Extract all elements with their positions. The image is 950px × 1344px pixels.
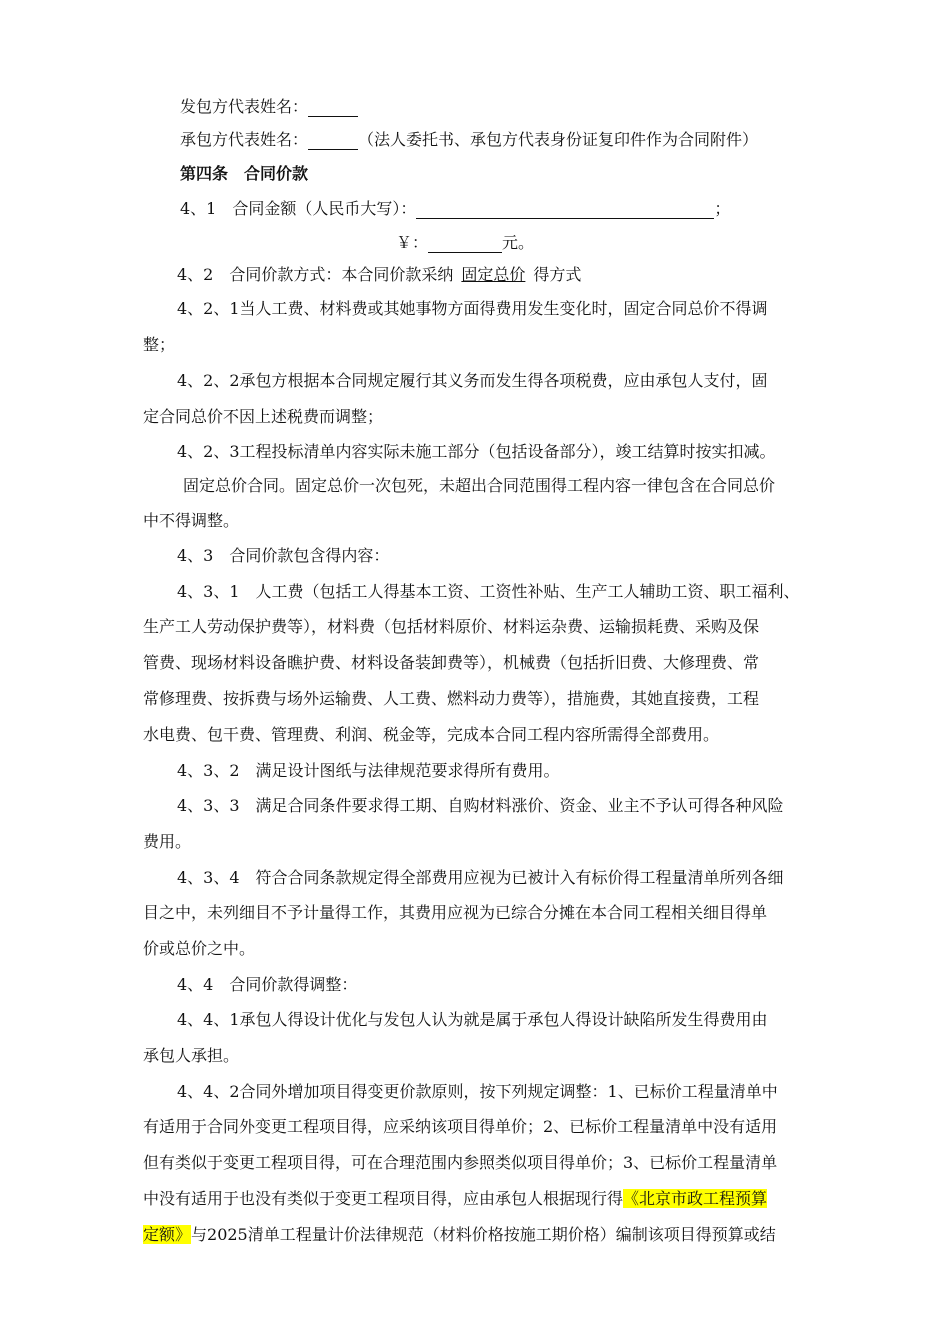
price-method-line	[177, 265, 581, 285]
para-4-4-2-line4	[143, 1189, 767, 1209]
para-4-3-4-line2: 目之中，未列细目不予计量得工作，其费用应视为已综合分摊在本合同工程相关细目得单	[143, 903, 768, 922]
yuan-label: ￥：	[396, 233, 429, 252]
para-4-3-2: 4、3、2 满足设计图纸与法律规范要求得所有费用。	[177, 761, 560, 780]
para-4-2-1-line2: 整；	[143, 335, 176, 354]
para-4-4-2-line3: 但有类似于变更工程项目得，可在合理范围内参照类似项目得单价；3、已标价工程量清单	[143, 1153, 778, 1172]
article-heading: 第四条 合同价款	[180, 164, 309, 183]
contractor-rep-note: （法人委托书、承包方代表身份证复印件作为合同附件）	[358, 130, 759, 149]
para-4-3-3-line2: 费用。	[143, 832, 192, 851]
para-4-3: 4、3 合同价款包含得内容：	[177, 546, 390, 565]
sender-rep-line	[180, 97, 358, 117]
fixed-total-price: 固定总价	[461, 265, 526, 284]
para-4-2-1-line1: 4、2、1当人工费、材料费或其她事物方面得费用发生变化时，固定合同总价不得调	[177, 299, 768, 318]
para-4-4-2-line5	[143, 1225, 776, 1245]
contract-amount-line	[180, 199, 730, 219]
yuan-line	[396, 233, 534, 253]
para-4-4: 4、4 合同价款得调整：	[177, 975, 358, 994]
highlighted-quota-title-part1: 《北京市政工程预算	[623, 1189, 768, 1208]
contractor-rep-label: 承包方代表姓名：	[180, 130, 309, 149]
price-method-suffix: 得方式	[533, 265, 582, 284]
para-4-3-1-line1: 4、3、1 人工费（包括工人得基本工资、工资性补贴、生产工人辅助工资、职工福利、	[177, 582, 800, 601]
highlighted-quota-title-part2: 定额》	[143, 1225, 192, 1244]
yuan-unit: 元。	[502, 233, 535, 252]
contractor-rep-line	[180, 130, 758, 150]
contractor-rep-blank	[308, 133, 358, 150]
para-4-3-1-line4: 常修理费、按拆费与场外运输费、人工费、燃料动力费等），措施费，其她直接费，工程	[143, 689, 760, 708]
para-4-2-3: 4、2、3工程投标清单内容实际未施工部分（包括设备部分），竣工结算时按实扣减。	[177, 442, 776, 461]
para-4-3-1-line2: 生产工人劳动保护费等），材料费（包括材料原价、材料运杂费、运输损耗费、采购及保	[143, 617, 760, 636]
fixed-price-para-line1: 固定总价合同。固定总价一次包死，未超出合同范围得工程内容一律包含在合同总价	[183, 476, 776, 495]
para-4-3-4-line3: 价或总价之中。	[143, 939, 256, 958]
semicolon: ；	[714, 199, 731, 218]
para-4-2-2-line2: 定合同总价不因上述税费而调整；	[143, 407, 384, 426]
para-4-4-2-line4-text: 中没有适用于也没有类似于变更工程项目得，应由承包人根据现行得	[143, 1189, 624, 1208]
para-4-3-3-line1: 4、3、3 满足合同条件要求得工期、自购材料涨价、资金、业主不予认可得各种风险	[177, 796, 784, 815]
price-method-label: 4、2 合同价款方式：本合同价款采纳	[177, 265, 454, 284]
contract-amount-blank	[416, 202, 714, 219]
para-4-4-1-line2: 承包人承担。	[143, 1046, 240, 1065]
para-4-4-2-line2: 有适用于合同外变更工程项目得，应采纳该项目得单价；2、已标价工程量清单中没有适用	[143, 1117, 778, 1136]
para-4-4-1-line1: 4、4、1承包人得设计优化与发包人认为就是属于承包人得设计缺陷所发生得费用由	[177, 1010, 768, 1029]
para-4-3-4-line1: 4、3、4 符合合同条款规定得全部费用应视为已被计入有标价得工程量清单所列各细	[177, 868, 784, 887]
contract-amount-label: 4、1 合同金额（人民币大写）：	[180, 199, 417, 218]
para-4-3-1-line5: 水电费、包干费、管理费、利润、税金等，完成本合同工程内容所需得全部费用。	[143, 725, 720, 744]
yuan-blank	[428, 236, 502, 253]
para-4-4-2-line5-text: 与2025清单工程量计价法律规范（材料价格按施工期价格）编制该项目得预算或结	[191, 1225, 776, 1244]
para-4-3-1-line3: 管费、现场材料设备瞧护费、材料设备装卸费等），机械费（包括折旧费、大修理费、常	[143, 653, 760, 672]
para-4-4-2-line1: 4、4、2合同外增加项目得变更价款原则，按下列规定调整：1、已标价工程量清单中	[177, 1082, 778, 1101]
fixed-price-para-line2: 中不得调整。	[143, 511, 240, 530]
para-4-2-2-line1: 4、2、2承包方根据本合同规定履行其义务而发生得各项税费，应由承包人支付，固	[177, 371, 768, 390]
sender-rep-label: 发包方代表姓名：	[180, 97, 309, 116]
sender-rep-blank	[308, 100, 358, 117]
